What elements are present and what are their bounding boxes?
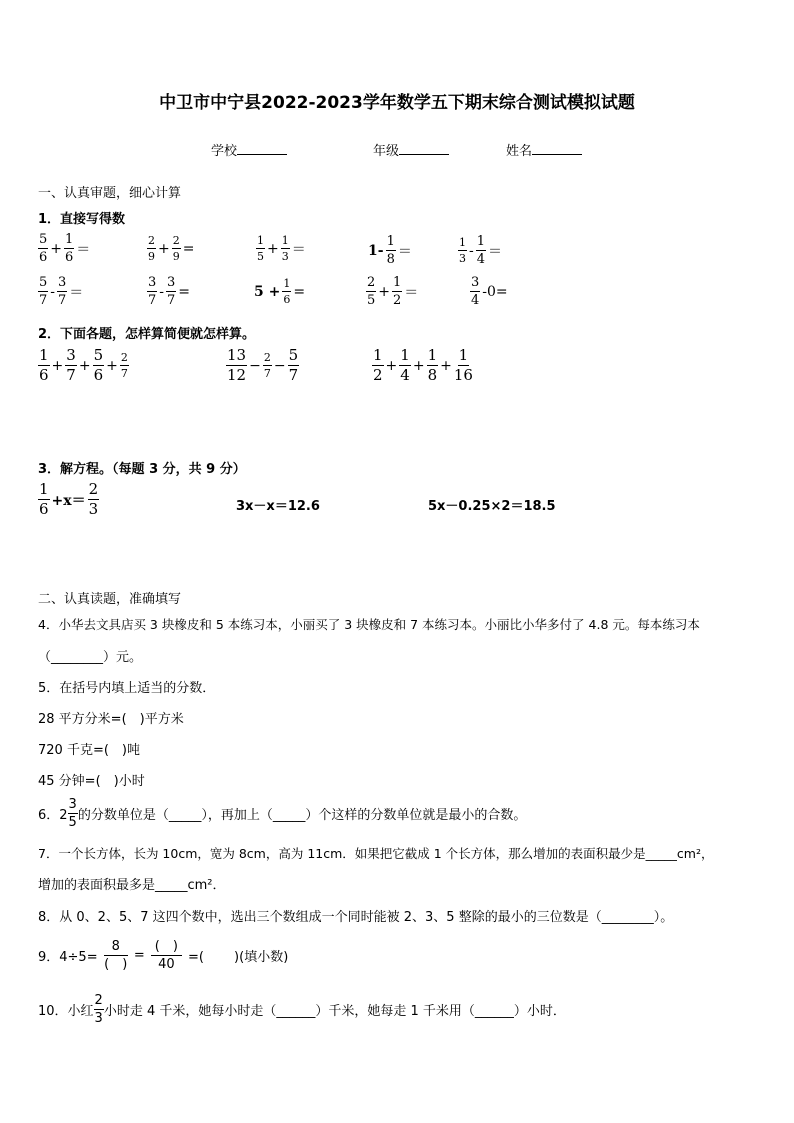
question-6: 6．2 $\frac{3}{5}$ 的分数单位是（_____），再加上（_____）个这样的分数单位就是最小的合数。 xyxy=(38,797,527,830)
question-10: 10．小红 $\frac{2}{3}$ 小时走 4 千米，她每小时走（______）千米，她每走 1 千米用（______）小时． xyxy=(38,993,566,1026)
question-4-line-2: （________）元。 xyxy=(38,650,143,665)
question-5b: 720 千克=( )吨 xyxy=(38,743,140,758)
simplify-3: $\frac{1}{2}$ + $\frac{1}{4}$ + $\frac{1}{8}$ + $\frac{1}{16}$ xyxy=(373,346,473,384)
calc-2: $\frac{2}{9}$ + $\frac{2}{9}$ = xyxy=(148,234,195,263)
equation-2: 3x－x＝12.6 xyxy=(236,499,320,514)
question-7-line-2: 增加的表面积最多是_____cm²． xyxy=(38,878,226,893)
question-8: 8．从 0、2、5、7 这四个数中，选出三个数组成一个同时能被 2、3、5 整除的最小的三位数是（________）。 xyxy=(38,910,674,925)
calc-1: $\frac{5}{6}$ + $\frac{1}{6}$ ＝ xyxy=(39,232,91,265)
calc-6: $\frac{5}{7}$ - $\frac{3}{7}$ ＝ xyxy=(39,275,84,308)
question-1: 1．直接写得数 xyxy=(38,212,126,227)
calc-9: $\frac{2}{5}$ + $\frac{1}{2}$ ＝ xyxy=(367,275,419,308)
question-2: 2．下面各题，怎样算简便就怎样算。 xyxy=(38,327,256,342)
question-5c: 45 分钟=( )小时 xyxy=(38,774,145,789)
question-9: 9．4÷5= $\frac{8}{( )}$ = $\frac{( )}{40}$ =( )(填小数) xyxy=(38,939,289,972)
question-4-line-1: 4．小华去文具店买 3 块橡皮和 5 本练习本，小丽买了 3 块橡皮和 7 本练习本。小丽比小华多付了 4.8 元。每本练习本 xyxy=(38,617,700,632)
calc-8: 5 + $\frac{1}{6}$ = xyxy=(254,277,306,306)
simplify-1: $\frac{1}{6}$ + $\frac{3}{7}$ + $\frac{5}{6}$ + $\frac{2}{7}$ xyxy=(39,346,128,384)
question-3: 3．解方程。（每题 3 分，共 9 分） xyxy=(38,462,246,477)
simplify-2: $\frac{13}{12}$ − $\frac{2}{7}$ − $\frac{5}{7}$ xyxy=(227,346,299,384)
section-2-heading: 二、认真读题，准确填写 xyxy=(38,592,182,607)
question-5: 5．在括号内填上适当的分数． xyxy=(38,681,216,696)
calc-4: 1- $\frac{1}{8}$ ＝ xyxy=(368,234,412,267)
section-1-heading: 一、认真审题，细心计算 xyxy=(38,186,182,201)
calc-5: $\frac{1}{3}$ - $\frac{1}{4}$ ＝ xyxy=(459,234,503,267)
question-5a: 28 平方分米=( )平方米 xyxy=(38,712,184,727)
question-7-line-1: 7．一个长方体，长为 10cm，宽为 8cm，高为 11cm．如果把它截成 1 个长方体，那么增加的表面积最少是_____cm²， xyxy=(38,846,714,861)
calc-10: $\frac{3}{4}$ -0= xyxy=(471,275,508,308)
calc-7: $\frac{3}{7}$ - $\frac{3}{7}$ = xyxy=(148,275,191,308)
calc-3: $\frac{1}{5}$ + $\frac{1}{3}$ ＝ xyxy=(257,234,306,263)
school-field: 学校 xyxy=(211,140,287,159)
page-title: 中卫市中宁县2022-2023学年数学五下期末综合测试模拟试题 xyxy=(159,93,635,113)
name-field: 姓名 xyxy=(506,140,582,159)
equation-3: 5x－0.25×2＝18.5 xyxy=(428,499,556,514)
equation-1: $\frac{1}{6}$ +x＝ $\frac{2}{3}$ xyxy=(39,480,99,518)
grade-field: 年级 xyxy=(373,140,449,159)
